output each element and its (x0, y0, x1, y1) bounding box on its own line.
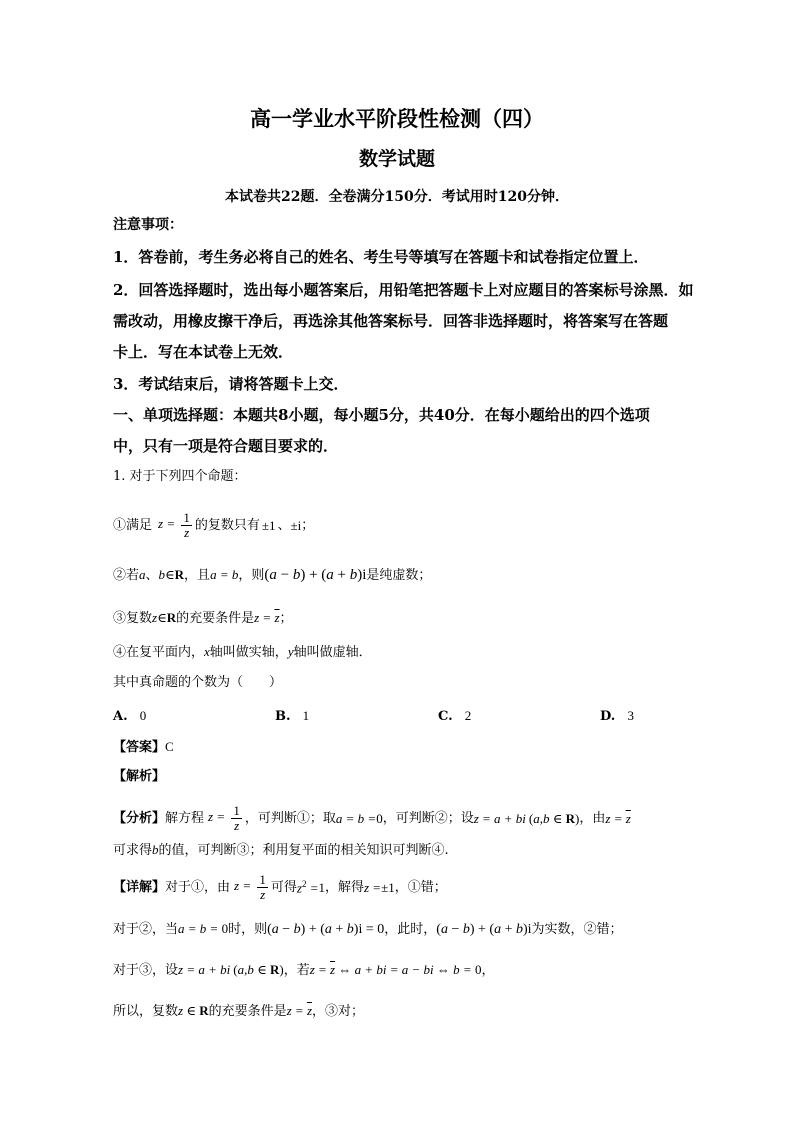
proposition-2-end: 是纯虚数； (366, 568, 432, 583)
formula-z-eq-conj: $z = \overline{z}$ (605, 810, 631, 826)
formula-z-eq-a-plus-bi: z = a + bi (473, 810, 526, 826)
formula-z-eq-pm-1: z = (364, 879, 382, 895)
notice-item-2-line-3: 卡上．写在本试卷上无效． (113, 343, 294, 361)
proposition-4-mid: 轴叫做实轴， (209, 645, 288, 660)
answer-label: 【答案】 (113, 740, 166, 755)
formula-pm-i: ±i (290, 517, 302, 533)
analysis-label: 【解析】 (113, 769, 166, 784)
exam-subject: 数学试题 (358, 148, 435, 170)
detail-2: 对于②，当a = b = 0时，则(a − b) + (a + b)i = 0，此时，(a − b) + (a + b)i为实数，②错； (113, 921, 623, 937)
proposition-1-mid: 的复数只有 (194, 517, 260, 533)
formula-equivalence-chain: $z = \overline{z}$ ⇔ a + bi = a − bi ⇔ b = (309, 962, 475, 977)
xiangjie-label: 【详解】 (113, 879, 166, 895)
proposition-3-mid: 的充要条件是 (176, 611, 255, 626)
formula-complex-expr: (a − b) + (a + b)i (436, 922, 532, 937)
notice-item-2-line-1: 2．回答选择题时，选出每小题答案后，用铅笔把答题卡上对应题目的答案标号涂黑．如 (113, 281, 694, 299)
formula-z-eq-inv-z: z = $\frac{1}{z}$ (208, 802, 240, 833)
answer-value: C (165, 739, 174, 754)
xiangjie-line-1: 【详解】 对于①，由 z = $\frac{1}{z}$ 可得 $z^2$ = 1 ，解得 z = ±1 ，①错； (113, 871, 447, 902)
fenxi-label: 【分析】 (113, 810, 166, 826)
question-stem: 1. 对于下列四个命题： (113, 469, 247, 484)
formula-z-eq-inv-z: z = $\frac{1}{z}$ (234, 871, 266, 902)
exam-info: 本试卷共22题．全卷满分150分．考试用时120分钟． (225, 189, 569, 205)
formula-z-eq-conj: $z = \overline{z}$ (286, 1003, 313, 1018)
question-prompt: 其中真命题的个数为（ ） (113, 675, 283, 690)
formula-z-eq-inv-z: z = $\frac{1}{z}$ (158, 509, 190, 540)
formula-z-in-R: z (178, 1003, 184, 1018)
proposition-1-end: ； (301, 517, 315, 533)
proposition-3-prefix: ③复数 (113, 611, 153, 626)
formula-z-in-R: z (152, 610, 158, 625)
formula-a-eq-b: a = b (210, 567, 239, 582)
option-d: D. 3 (600, 708, 634, 724)
proposition-3-end: ； (279, 611, 293, 626)
formula-z-eq-a-plus-bi: z = a + bi (178, 962, 231, 977)
notice-item-2-line-2: 需改动，用橡皮擦干净后，再选涂其他答案标号．回答非选择题时，将答案写在答题 (113, 312, 669, 330)
notice-item-3: 3．考试结束后，请将答题卡上交． (113, 375, 349, 393)
formula-z-eq-conj: $z = \overline{z}$ (254, 610, 280, 625)
section-heading-line-2: 中，只有一项是符合题目要求的． (113, 437, 339, 455)
formula-complex-expr: (a − b) + (a + b)i (264, 567, 367, 583)
proposition-2-then: ，则 (238, 568, 265, 583)
formula-a-eq-b-eq-0: a = b = (335, 810, 377, 826)
option-a: A. 0 (113, 708, 147, 724)
formula-y: y (287, 644, 294, 659)
notice-item-1: 1．答卷前，考生务必将自己的姓名、考生号等填写在答题卡和试卷指定位置上． (113, 248, 649, 266)
notice-heading: 注意事项： (113, 217, 183, 233)
option-b: B. 1 (275, 708, 310, 724)
section-heading-line-1: 一、单项选择题：本题共8小题，每小题5分，共40分．在每小题给出的四个选项 (113, 406, 650, 424)
proposition-2-prefix: ②若 (113, 568, 140, 583)
exam-title: 高一学业水平阶段性检测（四） (250, 106, 544, 131)
proposition-1-prefix: ①满足 (113, 517, 153, 533)
formula-b: b (152, 842, 159, 857)
option-c: C. 2 (438, 708, 472, 724)
formula-pm-1: ±1 (261, 517, 276, 533)
fenxi-line-1: 【分析】 解方程 z = $\frac{1}{z}$ ，可判断①；取 a = b = 0 ，可判断②；设 z = a + bi (a,b ∈ R) ，由 $z = \overline{z}$ (113, 802, 631, 833)
formula-x: x (204, 644, 210, 659)
proposition-4 (113, 645, 372, 659)
proposition-4-prefix: ④在复平面内， (113, 645, 205, 660)
answer-line (113, 740, 174, 754)
proposition-4-end: 轴叫做虚轴． (293, 645, 372, 660)
proposition-3: ③复数z∈R的充要条件是$z = \overline{z}$； (113, 610, 293, 626)
proposition-1: ①满足 z = $\frac{1}{z}$ 的复数只有 ±1 、 ±i ； (113, 509, 315, 540)
formula-a-eq-b-eq-0: a = b = (178, 921, 222, 936)
detail-4: 所以，复数z ∈ R的充要条件是$z = \overline{z}$，③对； (113, 1003, 365, 1019)
formula-a-b-in-R: a (139, 567, 146, 582)
fenxi-line-2: 可求得b的值，可判断③；利用复平面的相关知识可判断④. (113, 842, 449, 858)
proposition-2: ②若a、b∈R，且a = b，则(a − b) + (a + b)i是纯虚数； (113, 567, 432, 583)
proposition-2-sep: ，且 (184, 568, 211, 583)
formula-complex-eq-0: (a − b) + (a + b)i = 0 (267, 922, 385, 937)
detail-3: 对于③，设z = a + bi (a,b ∈ R)，若$z = \overline{z}$ ⇔ a + bi = a − bi ⇔ b = 0， (113, 962, 495, 978)
formula-z-squared-eq-1: $z^2$ = (296, 878, 319, 896)
